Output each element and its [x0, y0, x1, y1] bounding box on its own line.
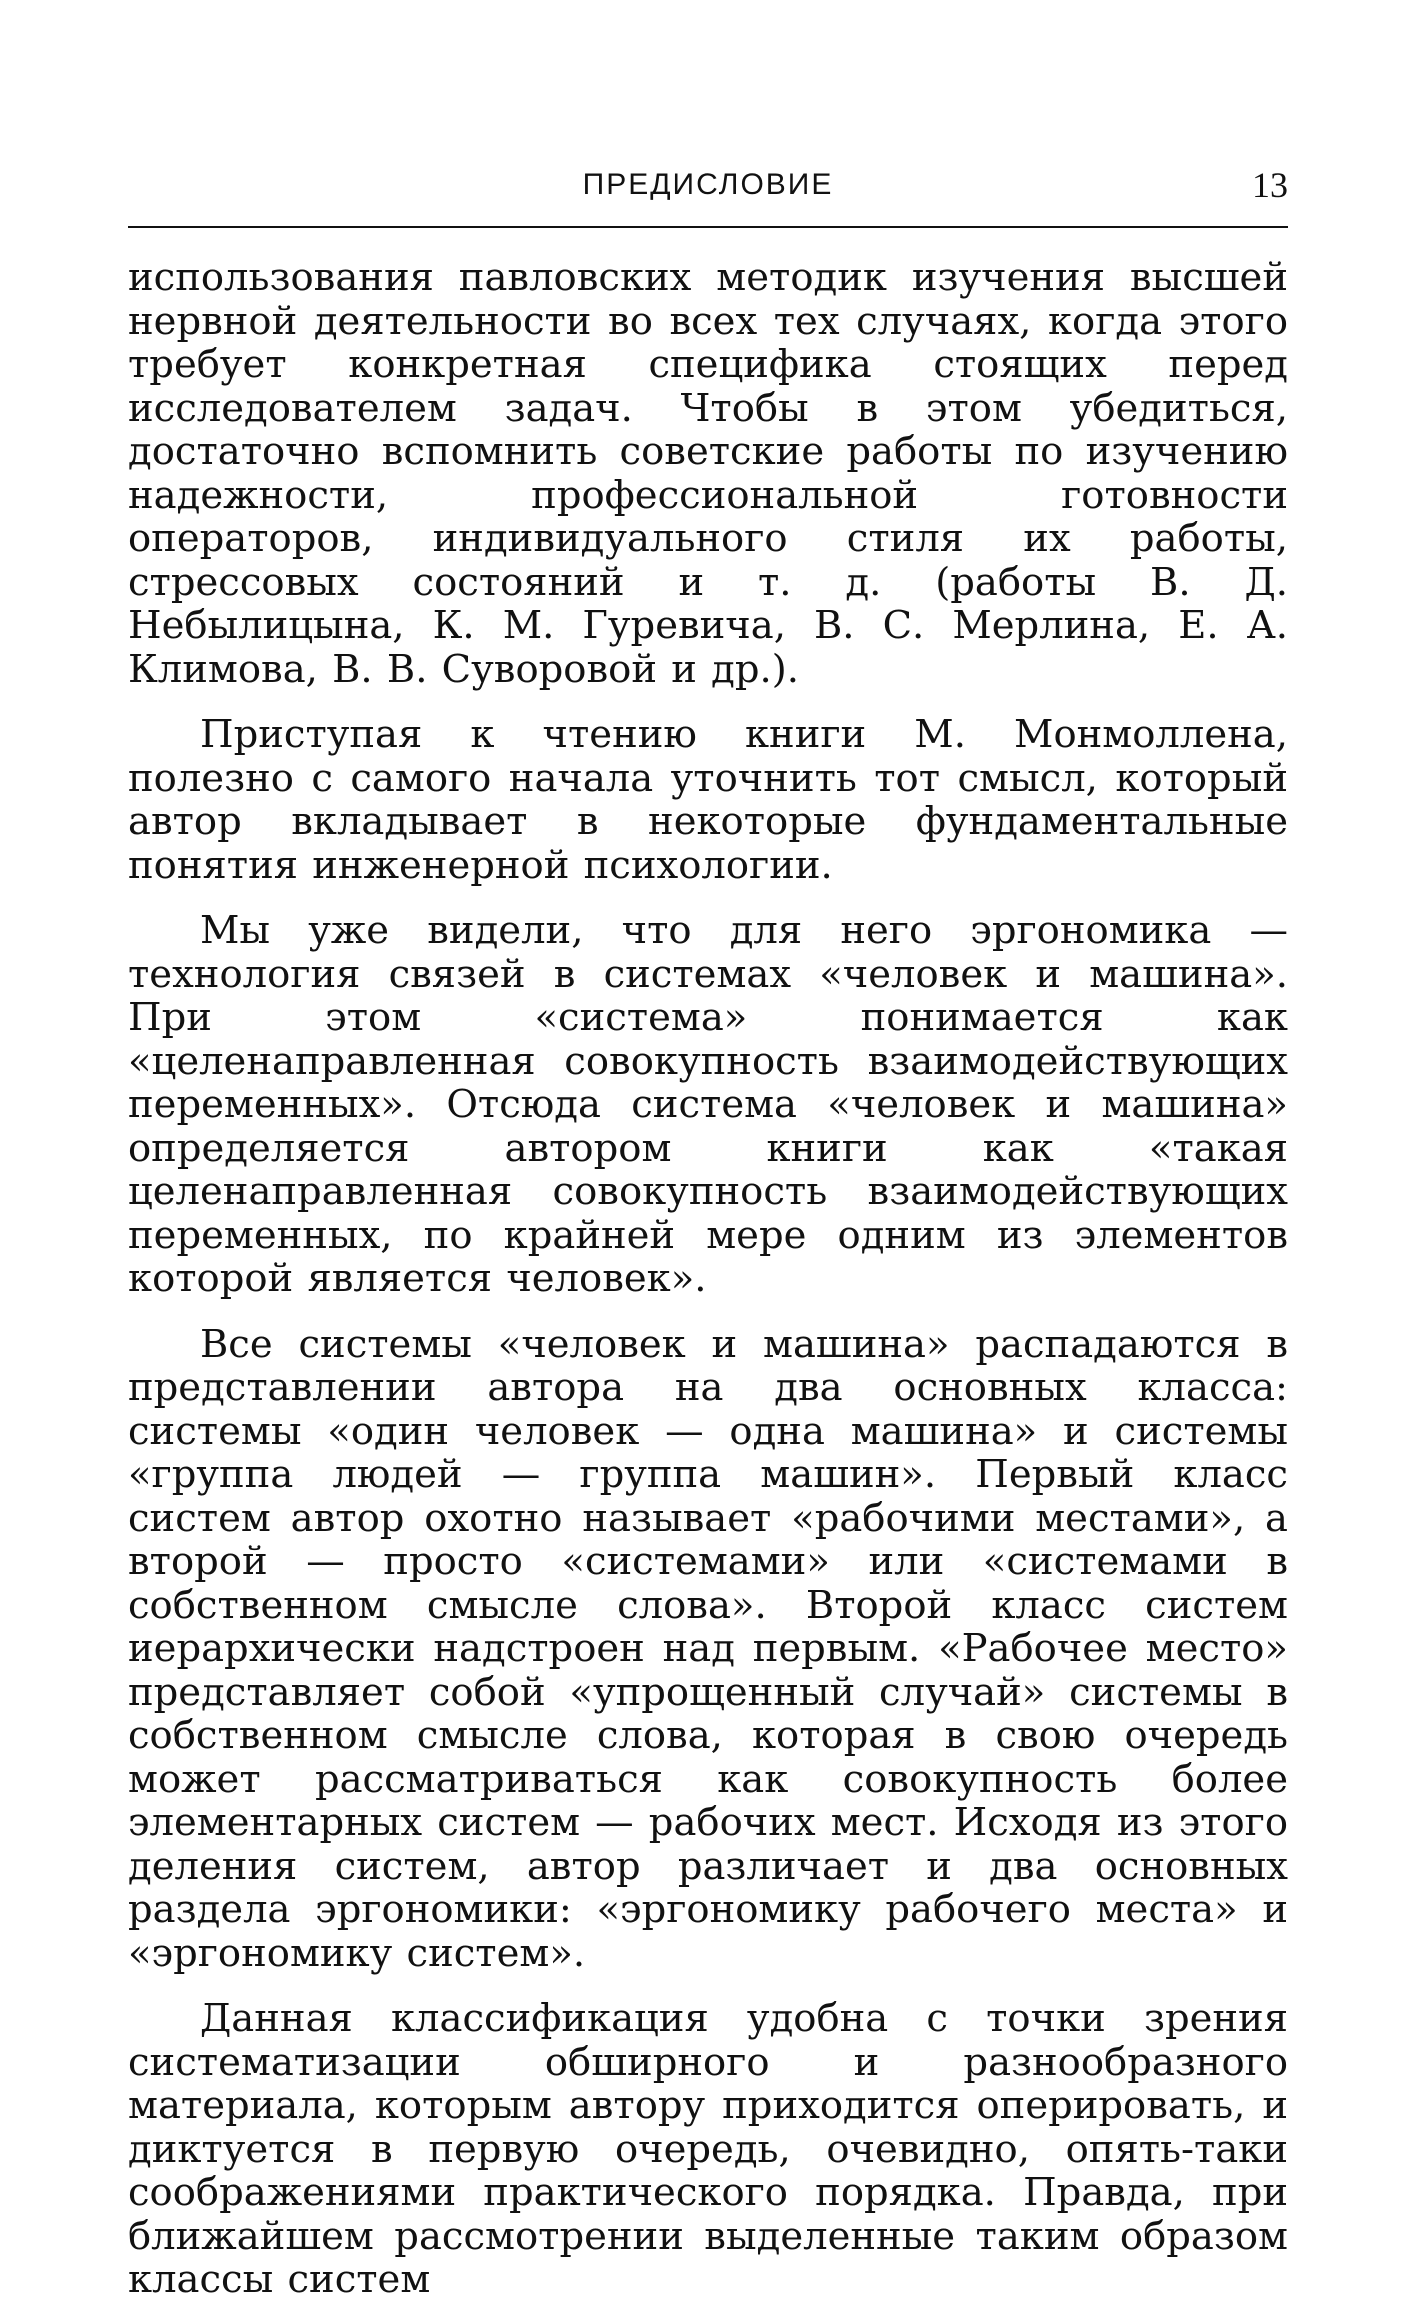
paragraph: Данная классификация удобна с точки зрения систематизации обширного и разнообразного материала, которым автору приходится оперировать, и диктуется в первую очередь, очевидно, опять-таки соображениями практического порядка. Правда, при ближайшем рассмотрении выделенные таким образом классы систем [128, 1996, 1288, 2302]
paragraph-continued: использования павловских методик изучения высшей нервной деятельности во всех тех случаях, когда этого требует конкретная специфика стоящих перед исследователем задач. Чтобы в этом убедиться, достаточно вспомнить советские работы по изучению надежности, профессиональной готовности операторов, индивидуального стиля их работы, стрессовых состояний и т. д. (работы В. Д. Небылицына, К. М. Гуревича, В. С. Мерлина, Е. А. Климова, В. В. Суворовой и др.). [128, 255, 1288, 692]
paragraph: Приступая к чтению книги М. Монмоллена, полезно с самого начала уточнить тот смысл, который автор вкладывает в некоторые фундаментальные понятия инженерной психологии. [128, 712, 1288, 888]
paragraph: Все системы «человек и машина» распадаются в представлении автора на два основных класса: системы «один человек — одна машина» и системы «группа людей — группа машин». Первый класс систем автор охотно называет «рабочими местами», а второй — просто «системами» или «системами в собственном смысле слова». Второй класс систем иерархически надстроен над первым. «Рабочее место» представляет собой «упрощенный случай» системы в собственном смысле слова, которая в свою очередь может рассматриваться как совокупность более элементарных систем — рабочих мест. Исходя из этого деления систем, автор различает и два основных раздела эргономики: «эргономику рабочего места» и «эргономику систем». [128, 1321, 1288, 1976]
running-head [128, 150, 1288, 206]
page-number: 13 [1252, 165, 1288, 205]
book-page [128, 150, 1288, 2324]
paragraph: Мы уже видели, что для него эргономика — технология связей в системах «человек и машина». При этом «система» понимается как «целенаправленная совокупность взаимодействующих переменных». Отсюда система «человек и машина» определяется автором книги как «такая целенаправленная совокупность взаимодействующих переменных, по крайней мере одним из элементов которой является человек». [128, 908, 1288, 1301]
header-rule [128, 226, 1288, 228]
body-text [128, 256, 1288, 2302]
running-title: ПРЕДИСЛОВИЕ [582, 168, 834, 201]
